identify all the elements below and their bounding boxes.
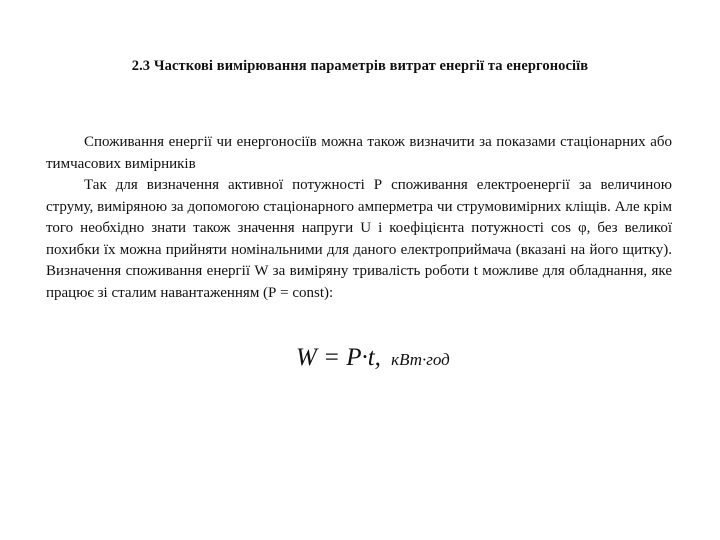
body-text (46, 132, 672, 304)
energy-formula (296, 344, 450, 372)
section-heading: 2.3 Часткові вимірювання параметрів витрат енергії та енергоносіїв (131, 58, 589, 74)
paragraph-2: Так для визначення активної потужності Р споживання електроенергії за величиною струму, виміряною за допомогою стаціонарного амперметра чи струмовимірних кліщів. Але крім того необхідно знати також значення напруги U і коефіцієнта потужності cos φ, без великої похибки їх можна прийняти номінальними для даного електроприймача (вказані на його щитку). Визначення споживання енергії W за виміряну тривалість роботи t можливе для обладнання, яке працює зі сталим навантаженням (Р = const): (46, 177, 672, 301)
paragraph-1: Споживання енергії чи енергоносіїв можна також визначити за показами стаціонарних або тимчасових вимірників (46, 134, 672, 172)
formula-unit: кВт·год (391, 350, 450, 369)
formula-expression: W = P·t, (296, 344, 381, 371)
